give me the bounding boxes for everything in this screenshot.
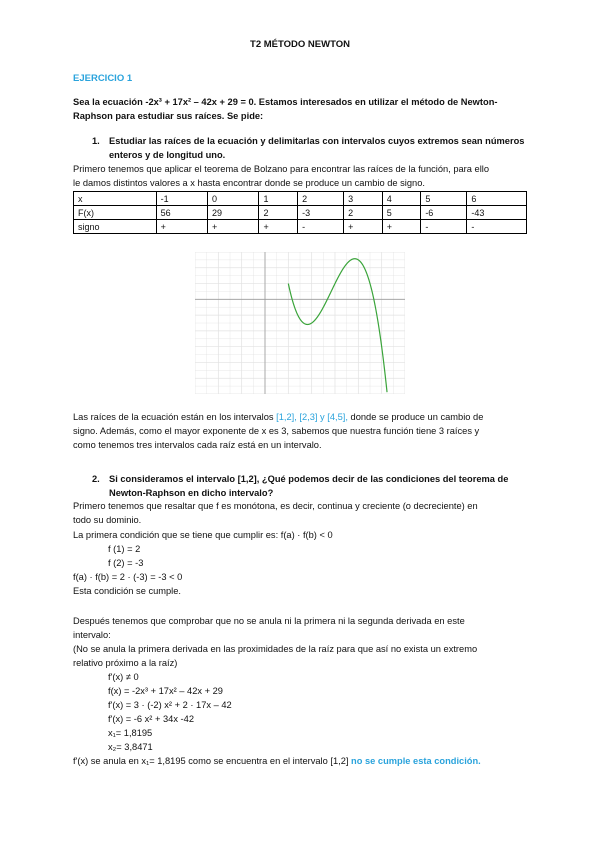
table-cell: -6 [421,206,467,220]
f-of-1: f (1) = 2 [108,544,141,554]
table-cell: 4 [382,192,421,206]
table-cell: 56 [156,206,207,220]
question-1-text [109,134,534,162]
equation-5: x₁= 1,8195 [108,728,153,738]
roots-text-start: Las raíces de la ecuación están en los intervalos [73,412,277,422]
bolzano-paragraph [73,162,530,190]
table-cell: 3 [344,192,383,206]
q2-line-1: Si consideramos el intervalo [1,2], ¿Qué podemos decir de las condiciones del teorema de [109,474,509,484]
intro-line-1: Sea la ecuación -2x³ + 17x² – 42x + 29 = 0. Estamos interesados en utilizar el método de Newton- [73,97,498,107]
final-highlight: no se cumple esta condición. [351,756,481,766]
monotone-line-2: todo su dominio. [73,515,142,525]
table-cell: 0 [208,192,259,206]
condition-2-line-4: relativo próximo a la raíz) [73,658,178,668]
intro-line-2: Raphson para estudiar sus raíces. Se pide: [73,111,264,121]
condition-1-result: Esta condición se cumple. [73,586,182,596]
table-cell: x [74,192,157,206]
product-line: f(a) · f(b) = 2 · (-3) = -3 < 0 [73,572,183,582]
document-title: T2 MÉTODO NEWTON [250,39,350,50]
question-2-number: 2. [92,474,100,484]
table-cell: -1 [156,192,207,206]
equation-2: f(x) = -2x³ + 17x² – 42x + 29 [108,686,223,696]
table-cell: F(x) [74,206,157,220]
graph-grid [195,252,405,394]
table-cell: + [208,220,259,234]
table-cell: -43 [467,206,527,220]
table-cell: -3 [298,206,344,220]
equation-4: f'(x) = -6 x² + 34x -42 [108,714,194,724]
roots-text-end: donde se produce un cambio de [347,412,484,422]
monotone-paragraph [73,499,530,527]
question-1-number: 1. [92,136,100,146]
table-cell: + [382,220,421,234]
q1-line-2: enteros y de longitud uno. [109,150,226,160]
table-cell: + [259,220,298,234]
equation-3: f'(x) = 3 · (-2) x² + 2 · 17x – 42 [108,700,232,710]
roots-line-3: como tenemos tres intervalos cada raíz está en un intervalo. [73,440,322,450]
q1-line-1: Estudiar las raíces de la ecuación y delimitarlas con intervalos cuyos extremos sean números [109,136,525,146]
roots-line-2: signo. Además, como el mayor exponente de x es 3, sabemos que nuestra función tiene 3 raíces y [73,426,480,436]
table-cell: 2 [298,192,344,206]
condition-2-line-1: Después tenemos que comprobar que no se anula ni la primera ni la segunda derivada en este [73,616,465,626]
exercise-title: EJERCICIO 1 [73,73,133,84]
equation-6: x₂= 3,8471 [108,742,153,752]
question-2-text [109,472,534,500]
table-cell: 5 [421,192,467,206]
bolzano-line-1: Primero tenemos que aplicar el teorema de Bolzano para encontrar las raíces de la función, para ello [73,164,490,174]
roots-line-1 [73,410,530,424]
condition-1-block [73,528,530,598]
table-cell: 2 [344,206,383,220]
final-text: f'(x) se anula en x₁= 1,8195 como se encuentra en el intervalo [1,2] [73,756,352,766]
table-cell: 1 [259,192,298,206]
roots-intervals: [1,2], [2,3] y [4,5], [276,412,348,422]
f-of-2: f (2) = -3 [108,558,144,568]
table-row [74,206,527,220]
table-cell: + [156,220,207,234]
final-conclusion [73,754,530,768]
function-curve [288,259,387,392]
q2-line-2: Newton-Raphson en dicho intervalo? [109,488,274,498]
table-cell: 29 [208,206,259,220]
condition-2-line-3: (No se anula la primera derivada en las proximidades de la raíz para que así no exista un extremo [73,644,478,654]
function-graph [195,252,405,394]
table-cell: - [298,220,344,234]
table-cell: signo [74,220,157,234]
condition-1-intro: La primera condición que se tiene que cumplir es: f(a) · f(b) < 0 [73,530,333,540]
condition-2-line-2: intervalo: [73,630,111,640]
values-table [73,191,527,234]
table-cell: 2 [259,206,298,220]
roots-paragraph [73,410,530,452]
monotone-line-1: Primero tenemos que resaltar que f es monótona, es decir, continua y creciente (o decreciente) en [73,501,478,511]
intro-paragraph [73,95,530,123]
table-cell: + [344,220,383,234]
table-cell: 5 [382,206,421,220]
table-cell: - [467,220,527,234]
condition-2-block [73,614,530,768]
bolzano-line-2: le damos distintos valores a x hasta encontrar donde se produce un cambio de signo. [73,178,425,188]
table-cell: - [421,220,467,234]
table-row [74,220,527,234]
equation-1: f'(x) ≠ 0 [108,672,139,682]
table-row [74,192,527,206]
table-cell: 6 [467,192,527,206]
